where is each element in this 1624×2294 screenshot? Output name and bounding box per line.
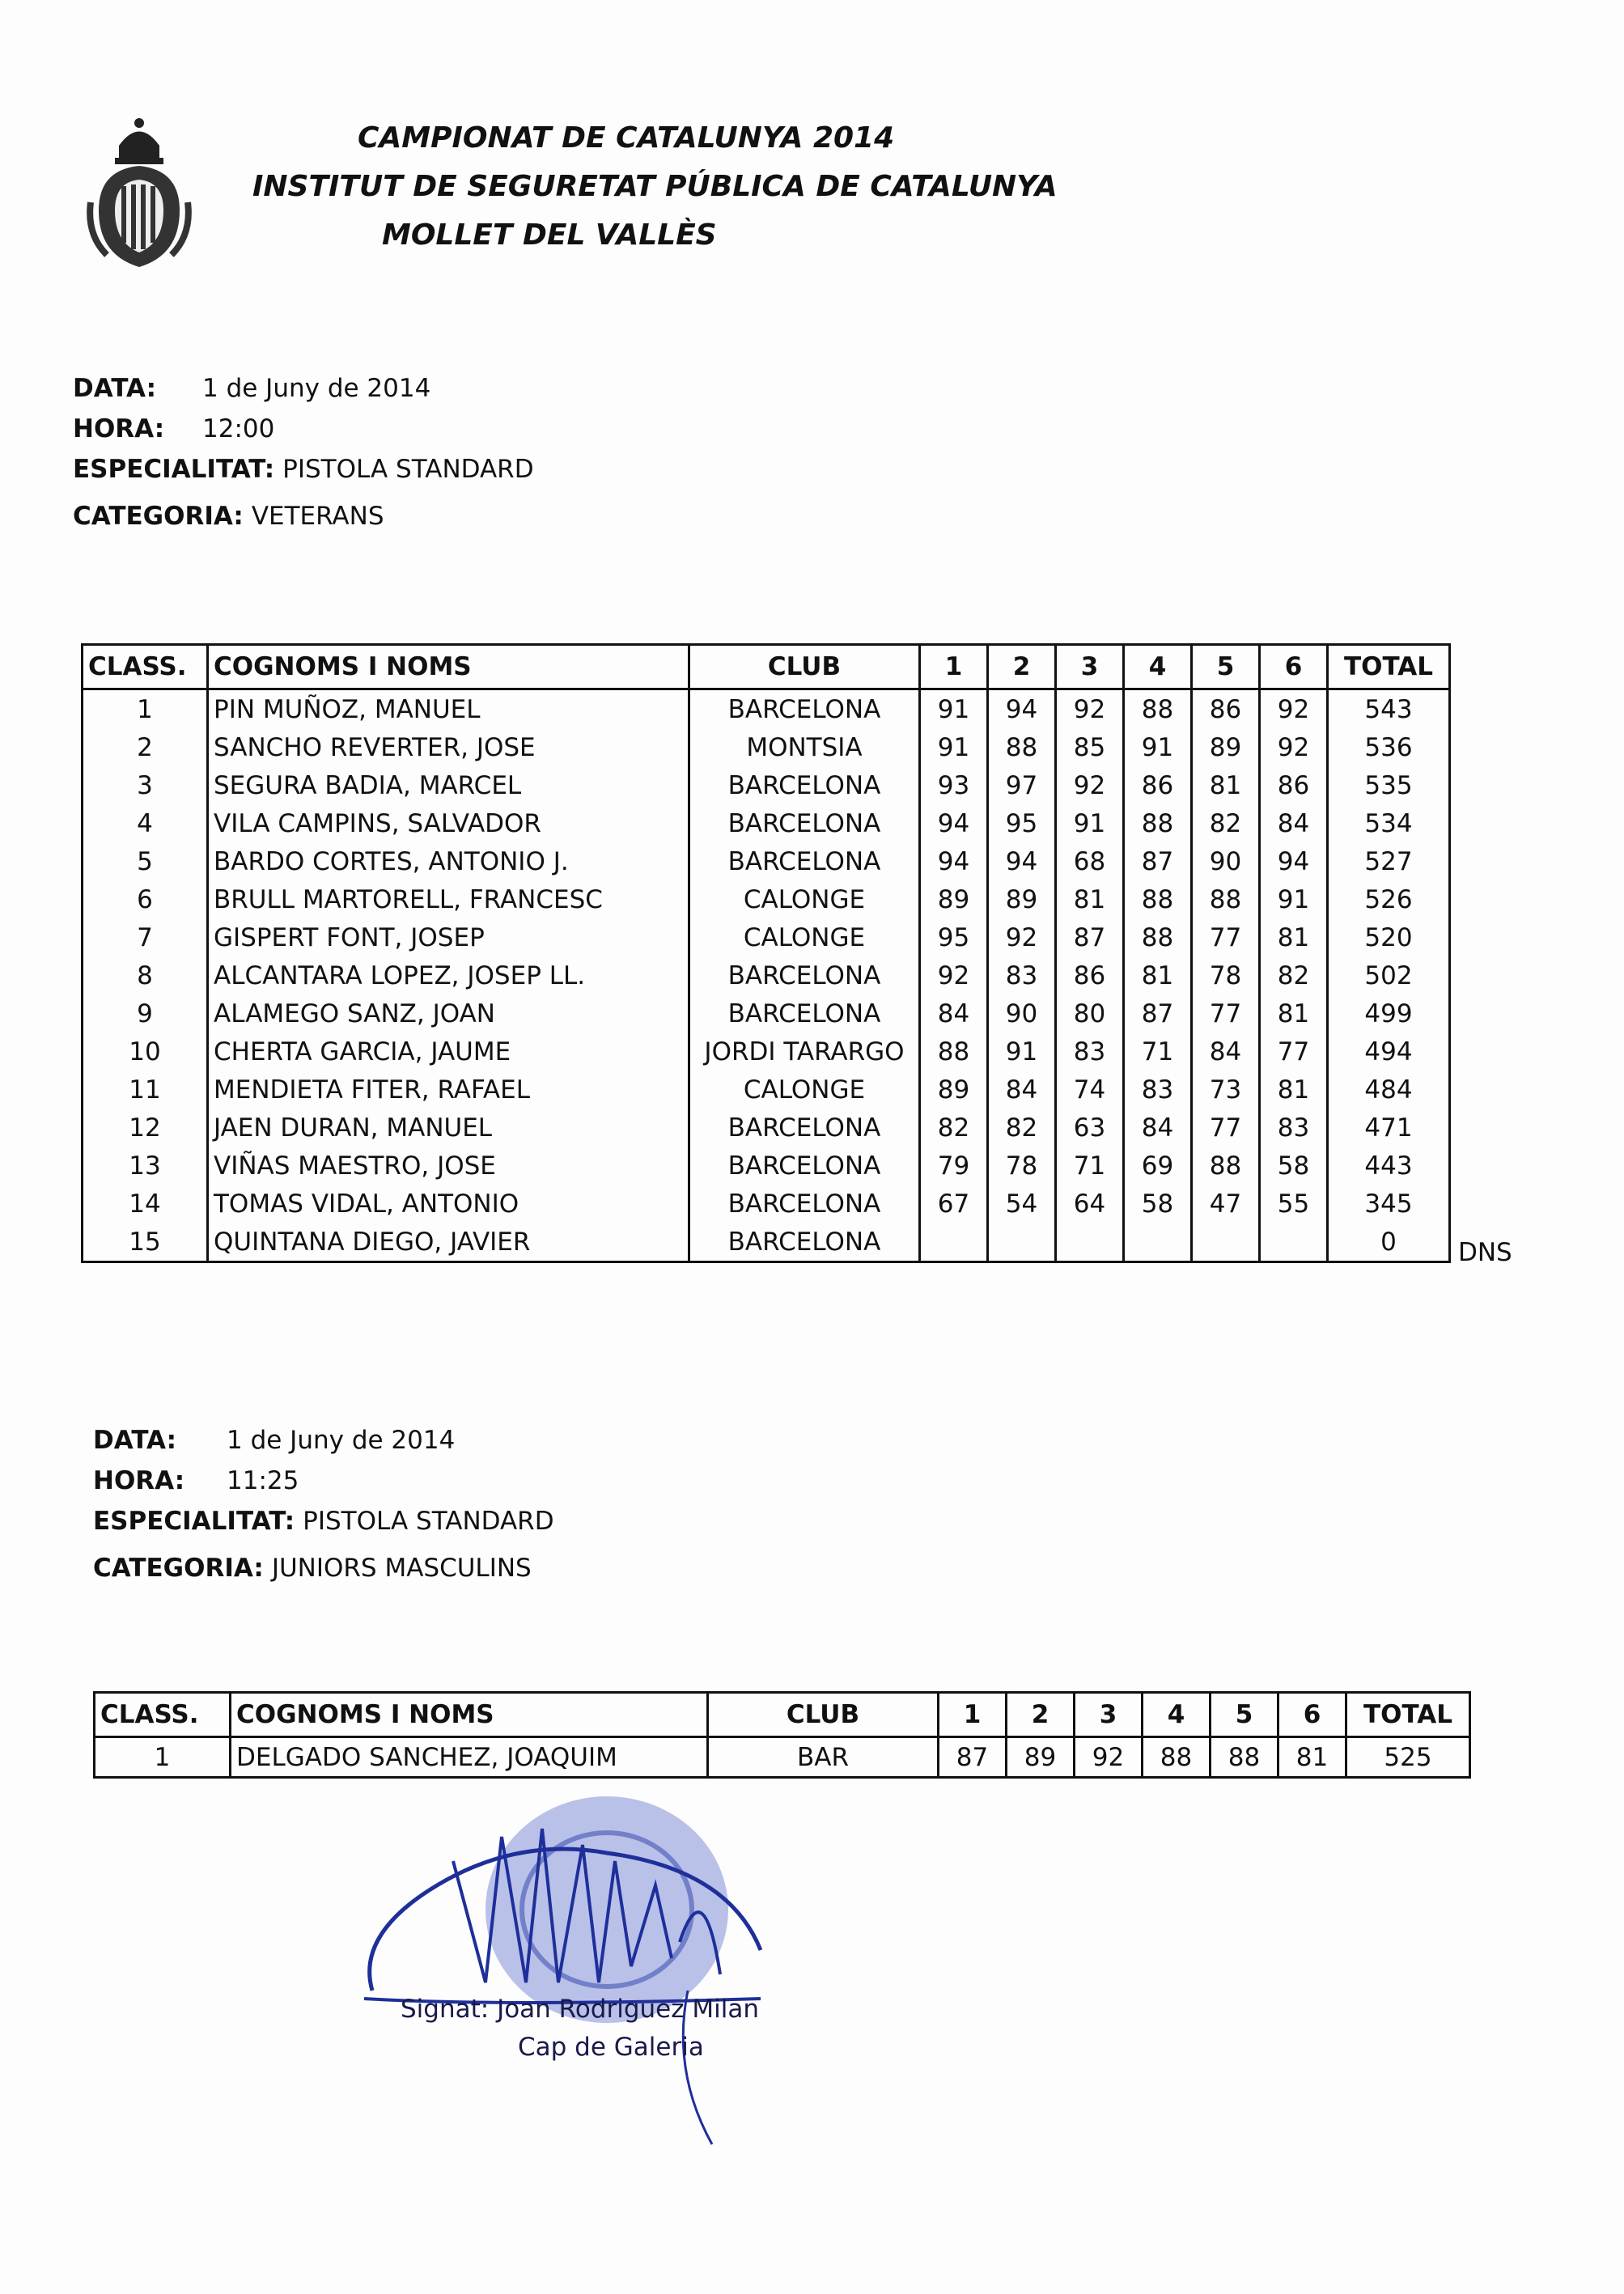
time-value: 11:25 [227,1466,299,1495]
cell-total: 527 [1328,842,1450,880]
table-row [83,1185,1450,1223]
cell-series-3: 87 [1056,918,1124,956]
table-row [83,918,1450,956]
cell-series-5 [1192,1223,1260,1262]
cell-series-1: 89 [920,880,988,918]
cell-series-5: 88 [1211,1737,1278,1778]
cell-total: 526 [1328,880,1450,918]
cell-series-1: 88 [920,1033,988,1071]
cell-class: 14 [83,1185,208,1223]
col-series-4: 4 [1124,645,1192,689]
cell-name: DELGADO SANCHEZ, JOAQUIM [231,1737,708,1778]
cell-class: 6 [83,880,208,918]
cell-series-3: 91 [1056,804,1124,842]
cell-club: BARCELONA [689,994,920,1033]
specialty-label: ESPECIALITAT: [93,1507,295,1536]
cell-total: 494 [1328,1033,1450,1071]
cell-series-1: 87 [939,1737,1007,1778]
cell-series-5: 77 [1192,994,1260,1033]
cell-series-1: 79 [920,1147,988,1185]
cell-series-1 [920,1223,988,1262]
cell-series-1: 84 [920,994,988,1033]
date-label: DATA: [73,374,157,403]
cell-class: 11 [83,1071,208,1109]
cell-series-2: 92 [988,918,1056,956]
col-series-3: 3 [1075,1693,1143,1737]
specialty-label: ESPECIALITAT: [73,455,275,484]
cell-series-4: 88 [1143,1737,1211,1778]
cell-series-1: 94 [920,804,988,842]
cell-series-4: 88 [1124,689,1192,729]
cell-series-5: 84 [1192,1033,1260,1071]
table-row [83,956,1450,994]
col-series-6: 6 [1278,1693,1346,1737]
signature-stamp [340,1788,842,2169]
cell-series-1: 91 [920,728,988,766]
cell-series-6: 82 [1260,956,1328,994]
cell-series-2: 95 [988,804,1056,842]
table-row [83,728,1450,766]
col-series-5: 5 [1211,1693,1278,1737]
cell-series-2: 89 [1007,1737,1075,1778]
col-series-1: 1 [939,1693,1007,1737]
cell-series-2: 90 [988,994,1056,1033]
table-row [83,804,1450,842]
cell-series-6: 81 [1260,1071,1328,1109]
cell-series-4: 88 [1124,918,1192,956]
cell-series-3: 81 [1056,880,1124,918]
col-club: CLUB [708,1693,939,1737]
date-value: 1 de Juny de 2014 [202,374,431,403]
table-row [95,1737,1470,1778]
cell-total: 520 [1328,918,1450,956]
cell-total: 525 [1346,1737,1470,1778]
cell-class: 10 [83,1033,208,1071]
cell-series-4: 86 [1124,766,1192,804]
table-header-row [83,645,1450,689]
cell-series-3: 85 [1056,728,1124,766]
cell-series-4: 83 [1124,1071,1192,1109]
cell-series-5: 89 [1192,728,1260,766]
cell-series-5: 86 [1192,689,1260,729]
section1-meta [73,368,534,536]
col-series-6: 6 [1260,645,1328,689]
cell-series-4: 87 [1124,994,1192,1033]
cell-series-2: 54 [988,1185,1056,1223]
cell-series-1: 93 [920,766,988,804]
cell-series-3: 68 [1056,842,1124,880]
cell-class: 15 [83,1223,208,1262]
cell-class: 7 [83,918,208,956]
date-value: 1 de Juny de 2014 [227,1426,456,1455]
cell-name: JAEN DURAN, MANUEL [208,1109,689,1147]
cell-club: BARCELONA [689,842,920,880]
col-club: CLUB [689,645,920,689]
cell-club: BAR [708,1737,939,1778]
table-row [83,1109,1450,1147]
cell-series-2: 83 [988,956,1056,994]
cell-series-6: 94 [1260,842,1328,880]
cell-series-5: 88 [1192,1147,1260,1185]
cell-series-3: 92 [1075,1737,1143,1778]
cell-club: BARCELONA [689,689,920,729]
cell-series-6: 92 [1260,689,1328,729]
cell-series-3: 92 [1056,766,1124,804]
cell-series-5: 88 [1192,880,1260,918]
cell-class: 1 [83,689,208,729]
time-label: HORA: [73,414,165,443]
cell-total: 484 [1328,1071,1450,1109]
cell-series-1: 94 [920,842,988,880]
cell-total: 345 [1328,1185,1450,1223]
cell-series-3: 83 [1056,1033,1124,1071]
cell-series-1: 89 [920,1071,988,1109]
cell-series-1: 95 [920,918,988,956]
col-class: CLASS. [95,1693,231,1737]
cell-series-3: 80 [1056,994,1124,1033]
cell-series-4: 84 [1124,1109,1192,1147]
cell-name: PIN MUÑOZ, MANUEL [208,689,689,729]
table-row [83,1033,1450,1071]
cell-name: SEGURA BADIA, MARCEL [208,766,689,804]
col-series-4: 4 [1143,1693,1211,1737]
dns-note: DNS [1458,1238,1512,1267]
cell-name: MENDIETA FITER, RAFAEL [208,1071,689,1109]
cell-series-6: 86 [1260,766,1328,804]
cell-class: 2 [83,728,208,766]
cell-series-5: 73 [1192,1071,1260,1109]
table-row [83,1071,1450,1109]
cell-total: 0 [1328,1223,1450,1262]
cell-total: 543 [1328,689,1450,729]
time-value: 12:00 [202,414,275,443]
cell-series-6: 77 [1260,1033,1328,1071]
cell-club: BARCELONA [689,1185,920,1223]
cell-series-4: 88 [1124,880,1192,918]
cell-total: 499 [1328,994,1450,1033]
cell-name: BRULL MARTORELL, FRANCESC [208,880,689,918]
police-crest-icon [83,113,196,275]
cell-series-3: 71 [1056,1147,1124,1185]
cell-series-6: 81 [1260,918,1328,956]
category-value: VETERANS [251,502,384,531]
cell-series-4: 88 [1124,804,1192,842]
cell-club: MONTSIA [689,728,920,766]
table-row [83,689,1450,729]
cell-series-6 [1260,1223,1328,1262]
table-row [83,880,1450,918]
cell-name: QUINTANA DIEGO, JAVIER [208,1223,689,1262]
cell-name: BARDO CORTES, ANTONIO J. [208,842,689,880]
cell-series-4: 81 [1124,956,1192,994]
cell-club: JORDI TARARGO [689,1033,920,1071]
cell-series-3: 92 [1056,689,1124,729]
cell-class: 4 [83,804,208,842]
cell-series-6: 92 [1260,728,1328,766]
cell-class: 13 [83,1147,208,1185]
cell-series-2: 94 [988,842,1056,880]
cell-series-3: 86 [1056,956,1124,994]
table-row [83,994,1450,1033]
cell-total: 535 [1328,766,1450,804]
cell-total: 536 [1328,728,1450,766]
col-series-2: 2 [988,645,1056,689]
cell-series-2: 88 [988,728,1056,766]
cell-series-2: 82 [988,1109,1056,1147]
cell-club: CALONGE [689,918,920,956]
cell-class: 9 [83,994,208,1033]
col-series-5: 5 [1192,645,1260,689]
table-row [83,1223,1450,1262]
cell-club: CALONGE [689,1071,920,1109]
header-location: MOLLET DEL VALLÈS [382,218,717,252]
cell-name: ALCANTARA LOPEZ, JOSEP LL. [208,956,689,994]
cell-name: VILA CAMPINS, SALVADOR [208,804,689,842]
cell-series-4: 91 [1124,728,1192,766]
category-label: CATEGORIA: [73,502,244,531]
cell-series-5: 90 [1192,842,1260,880]
cell-club: BARCELONA [689,956,920,994]
cell-series-2: 78 [988,1147,1056,1185]
cell-series-3 [1056,1223,1124,1262]
cell-series-6: 58 [1260,1147,1328,1185]
cell-total: 471 [1328,1109,1450,1147]
specialty-value: PISTOLA STANDARD [303,1507,554,1536]
cell-series-4: 87 [1124,842,1192,880]
cell-series-2: 97 [988,766,1056,804]
cell-series-5: 78 [1192,956,1260,994]
cell-series-4: 58 [1124,1185,1192,1223]
cell-name: SANCHO REVERTER, JOSE [208,728,689,766]
col-series-2: 2 [1007,1693,1075,1737]
cell-series-5: 47 [1192,1185,1260,1223]
table-row [83,766,1450,804]
cell-series-5: 82 [1192,804,1260,842]
signed-by: Signat: Joan Rodriguez Milan [401,1995,759,2024]
col-series-1: 1 [920,645,988,689]
cell-series-6: 81 [1278,1737,1346,1778]
cell-club: CALONGE [689,880,920,918]
cell-series-6: 81 [1260,994,1328,1033]
cell-series-1: 82 [920,1109,988,1147]
cell-class: 1 [95,1737,231,1778]
table-row [83,842,1450,880]
signer-role: Cap de Galeria [518,2033,704,2062]
cell-series-3: 74 [1056,1071,1124,1109]
cell-club: BARCELONA [689,1147,920,1185]
cell-name: GISPERT FONT, JOSEP [208,918,689,956]
col-class: CLASS. [83,645,208,689]
cell-series-6: 84 [1260,804,1328,842]
specialty-value: PISTOLA STANDARD [282,455,534,484]
cell-class: 8 [83,956,208,994]
cell-series-3: 64 [1056,1185,1124,1223]
category-value: JUNIORS MASCULINS [271,1554,532,1583]
results-table-veterans [81,643,1451,1263]
cell-series-1: 67 [920,1185,988,1223]
cell-name: CHERTA GARCIA, JAUME [208,1033,689,1071]
cell-class: 12 [83,1109,208,1147]
cell-series-2: 89 [988,880,1056,918]
cell-series-2: 91 [988,1033,1056,1071]
cell-club: BARCELONA [689,1109,920,1147]
header-title: CAMPIONAT DE CATALUNYA 2014 [358,121,895,155]
section2-meta [93,1420,554,1588]
cell-series-5: 77 [1192,1109,1260,1147]
cell-series-6: 91 [1260,880,1328,918]
cell-series-2: 94 [988,689,1056,729]
cell-series-5: 81 [1192,766,1260,804]
cell-name: ALAMEGO SANZ, JOAN [208,994,689,1033]
col-total: TOTAL [1346,1693,1470,1737]
col-series-3: 3 [1056,645,1124,689]
table-row [83,1147,1450,1185]
results-table-juniors [93,1691,1471,1779]
cell-name: TOMAS VIDAL, ANTONIO [208,1185,689,1223]
cell-series-6: 55 [1260,1185,1328,1223]
cell-class: 3 [83,766,208,804]
cell-series-3: 63 [1056,1109,1124,1147]
cell-series-5: 77 [1192,918,1260,956]
cell-name: VIÑAS MAESTRO, JOSE [208,1147,689,1185]
cell-series-4: 69 [1124,1147,1192,1185]
cell-class: 5 [83,842,208,880]
cell-series-6: 83 [1260,1109,1328,1147]
cell-series-1: 91 [920,689,988,729]
cell-total: 502 [1328,956,1450,994]
cell-series-2 [988,1223,1056,1262]
cell-club: BARCELONA [689,1223,920,1262]
cell-series-2: 84 [988,1071,1056,1109]
cell-club: BARCELONA [689,804,920,842]
col-total: TOTAL [1328,645,1450,689]
cell-series-4 [1124,1223,1192,1262]
header-institution: INSTITUT DE SEGURETAT PÚBLICA DE CATALUNYA [252,170,1058,203]
cell-series-4: 71 [1124,1033,1192,1071]
cell-total: 443 [1328,1147,1450,1185]
table-header-row [95,1693,1470,1737]
time-label: HORA: [93,1466,185,1495]
cell-series-1: 92 [920,956,988,994]
cell-total: 534 [1328,804,1450,842]
category-label: CATEGORIA: [93,1554,264,1583]
col-name: COGNOMS I NOMS [231,1693,708,1737]
cell-club: BARCELONA [689,766,920,804]
date-label: DATA: [93,1426,177,1455]
col-name: COGNOMS I NOMS [208,645,689,689]
